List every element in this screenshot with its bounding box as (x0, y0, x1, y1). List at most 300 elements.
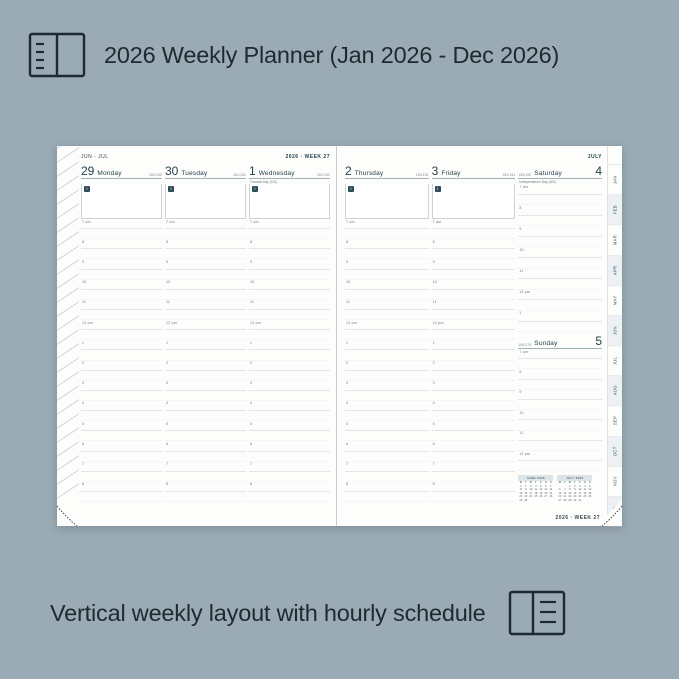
half-hour-slot[interactable] (345, 391, 429, 401)
half-hour-slot[interactable] (432, 411, 516, 421)
half-hour-slot[interactable] (249, 330, 330, 340)
day-note-box[interactable] (81, 184, 162, 219)
mini-day: 22 (519, 495, 523, 498)
hour-label: 10 (250, 280, 255, 285)
half-hour-slot[interactable] (518, 237, 602, 248)
hour-slot[interactable] (165, 462, 246, 472)
hour-slot[interactable] (345, 219, 429, 229)
mini-day: 13 (544, 488, 548, 491)
half-hour-slot[interactable] (81, 310, 162, 320)
hour-slot[interactable] (165, 300, 246, 310)
hour-slot[interactable] (81, 361, 162, 371)
hour-slot-list (518, 184, 602, 332)
hour-slot[interactable] (165, 219, 246, 229)
hour-label: 8 (82, 482, 85, 487)
hour-label: 1 (82, 340, 85, 345)
mini-day: 12 (588, 488, 592, 491)
hour-slot[interactable] (518, 349, 602, 359)
hour-label: 12 pm (519, 290, 531, 295)
half-hour-slot[interactable] (165, 431, 246, 441)
mini-dow: T (535, 481, 537, 484)
half-hour-slot[interactable] (81, 472, 162, 482)
hour-label: 12 pm (519, 451, 531, 456)
half-hour-slot[interactable] (249, 391, 330, 401)
hour-slot[interactable] (518, 247, 602, 258)
month-label: JULY (587, 154, 602, 160)
half-hour-slot[interactable] (81, 330, 162, 340)
half-hour-slot[interactable] (432, 350, 516, 360)
hour-slot[interactable] (432, 219, 516, 229)
half-hour-slot[interactable] (81, 249, 162, 259)
mini-day: 23 (573, 495, 577, 498)
hour-slot[interactable] (518, 410, 602, 420)
hour-slot[interactable] (518, 369, 602, 379)
half-hour-slot[interactable] (249, 431, 330, 441)
day-note-box[interactable] (432, 184, 516, 219)
half-hour-slot[interactable] (165, 452, 246, 462)
half-hour-slot[interactable] (432, 371, 516, 381)
mini-day: 30 (573, 498, 577, 502)
half-hour-slot[interactable] (249, 472, 330, 482)
hour-slot[interactable] (249, 421, 330, 431)
hour-slot[interactable] (81, 340, 162, 350)
hour-slot[interactable] (81, 462, 162, 472)
mini-day: 3 (530, 484, 532, 488)
hour-slot[interactable] (81, 300, 162, 310)
half-hour-slot[interactable] (165, 391, 246, 401)
mini-day: 10 (529, 488, 533, 491)
hour-slot[interactable] (249, 320, 330, 330)
hour-slot[interactable] (345, 239, 429, 249)
hour-label: 6 (166, 441, 169, 446)
mini-dow: S (549, 481, 552, 484)
day-column (81, 162, 162, 502)
hour-label: 4 (82, 401, 85, 406)
hour-slot[interactable] (518, 431, 602, 441)
hour-slot[interactable] (81, 280, 162, 290)
hour-label: 7 (166, 462, 169, 467)
mini-day: 31 (578, 498, 582, 502)
hour-slot[interactable] (432, 340, 516, 350)
hour-slot[interactable] (165, 441, 246, 451)
half-hour-slot[interactable] (81, 290, 162, 300)
hour-slot[interactable] (432, 482, 516, 492)
hour-label: 8 (519, 205, 522, 210)
hour-label: 4 (166, 401, 169, 406)
day-note-box[interactable] (249, 184, 330, 219)
hour-slot[interactable] (81, 441, 162, 451)
hour-slot[interactable] (165, 482, 246, 492)
hour-slot[interactable] (518, 269, 602, 280)
half-hour-slot[interactable] (165, 371, 246, 381)
mini-dow: F (579, 481, 581, 484)
half-hour-slot[interactable] (165, 290, 246, 300)
day-name: Thursday (354, 170, 384, 177)
half-hour-slot[interactable] (432, 310, 516, 320)
month-tab-mar[interactable]: MAR (608, 224, 622, 254)
hour-slot[interactable] (165, 381, 246, 391)
hour-slot[interactable] (81, 482, 162, 492)
half-hour-slot[interactable] (518, 300, 602, 311)
hour-slot[interactable] (432, 401, 516, 411)
hour-label: 12 pm (82, 320, 93, 325)
hour-label: 7 am (82, 219, 91, 224)
hour-slot[interactable] (345, 482, 429, 492)
hour-label: 12 pm (346, 320, 357, 325)
mini-day: 15 (519, 491, 523, 495)
hour-slot[interactable] (432, 259, 516, 269)
mini-day: 18 (534, 491, 538, 495)
half-hour-slot[interactable] (432, 452, 516, 462)
mini-day: 9 (525, 488, 527, 491)
mini-day: 1 (520, 484, 522, 488)
holiday-note: Independence Day (US) (519, 180, 556, 184)
hour-slot[interactable] (165, 401, 246, 411)
day-header (518, 162, 602, 179)
half-hour-slot[interactable] (249, 310, 330, 320)
month-tab-jun[interactable]: JUN (608, 315, 622, 345)
hour-slot[interactable] (345, 259, 429, 269)
half-hour-slot[interactable] (81, 391, 162, 401)
hour-label: 10 (166, 280, 171, 285)
half-hour-slot[interactable] (518, 322, 602, 333)
hour-label: 8 (82, 239, 85, 244)
day-progress: 181/184 (233, 173, 246, 177)
page-corner-left (57, 500, 83, 526)
half-hour-slot[interactable] (81, 411, 162, 421)
half-hour-slot[interactable] (518, 279, 602, 290)
mini-day: 10 (578, 488, 582, 491)
hour-slot[interactable] (518, 226, 602, 237)
half-hour-slot[interactable] (518, 400, 602, 410)
hour-slot[interactable] (345, 340, 429, 350)
hour-slot-list (518, 349, 602, 471)
half-hour-slot[interactable] (249, 270, 330, 280)
hour-slot[interactable] (81, 421, 162, 431)
half-hour-slot[interactable] (518, 420, 602, 430)
hour-label: 1 (432, 340, 435, 345)
hour-slot[interactable] (249, 462, 330, 472)
hour-label: 4 (250, 401, 253, 406)
mini-day: 11 (534, 488, 538, 491)
mini-day: 24 (529, 495, 533, 498)
half-hour-slot[interactable] (165, 411, 246, 421)
hour-label: 5 (346, 421, 349, 426)
hour-slot[interactable] (345, 421, 429, 431)
mini-day: 7 (564, 488, 566, 491)
day-header (165, 162, 246, 179)
hour-slot[interactable] (432, 239, 516, 249)
half-hour-slot[interactable] (518, 441, 602, 451)
hour-slot[interactable] (432, 361, 516, 371)
half-hour-slot[interactable] (81, 371, 162, 381)
mini-day: 25 (583, 495, 587, 498)
hour-label: 11 (432, 300, 437, 305)
hour-slot[interactable] (249, 441, 330, 451)
hour-label: 3 (432, 381, 435, 386)
day-note-box[interactable] (345, 184, 429, 219)
day-number: 1 (249, 164, 256, 178)
month-range-label: JUN - JUL (81, 154, 109, 160)
hour-label: 4 (432, 401, 435, 406)
half-hour-slot[interactable] (249, 452, 330, 462)
hour-label: 8 (519, 369, 522, 374)
footer-caption: Vertical weekly layout with hourly schedule (50, 599, 486, 626)
mini-day: 27 (544, 495, 548, 498)
hour-slot[interactable] (345, 441, 429, 451)
mini-day: 17 (578, 491, 582, 495)
hour-slot[interactable] (165, 340, 246, 350)
half-hour-slot[interactable] (165, 310, 246, 320)
half-hour-slot[interactable] (345, 492, 429, 502)
half-hour-slot[interactable] (432, 391, 516, 401)
hour-slot[interactable] (345, 462, 429, 472)
hour-slot[interactable] (249, 401, 330, 411)
half-hour-slot[interactable] (249, 492, 330, 502)
day-column (249, 162, 330, 502)
month-tab-jul[interactable]: JUL (608, 345, 622, 375)
half-hour-slot[interactable] (345, 249, 429, 259)
month-tab-jan[interactable]: JAN (608, 164, 622, 194)
hour-slot[interactable] (249, 239, 330, 249)
half-hour-slot[interactable] (432, 270, 516, 280)
half-hour-slot[interactable] (345, 270, 429, 280)
hour-label: 5 (250, 421, 253, 426)
half-hour-slot[interactable] (345, 330, 429, 340)
day-name: Saturday (534, 170, 562, 177)
half-hour-slot[interactable] (518, 461, 602, 471)
hour-slot[interactable] (165, 361, 246, 371)
hour-slot[interactable] (432, 300, 516, 310)
half-hour-slot[interactable] (432, 229, 516, 239)
mini-dow: S (588, 481, 591, 484)
hour-label: 5 (166, 421, 169, 426)
mini-day: 7 (550, 484, 552, 488)
half-hour-slot[interactable] (165, 492, 246, 502)
hour-label: 7 am (519, 184, 529, 189)
hour-slot[interactable] (518, 311, 602, 322)
hour-slot[interactable] (81, 381, 162, 391)
half-hour-slot[interactable] (432, 290, 516, 300)
hour-slot[interactable] (345, 320, 429, 330)
day-note-box[interactable] (165, 184, 246, 219)
mini-day: 2 (574, 484, 576, 488)
hour-slot[interactable] (432, 320, 516, 330)
hour-slot[interactable] (81, 259, 162, 269)
month-tab-oct[interactable]: OCT (608, 436, 622, 466)
hour-slot[interactable] (249, 280, 330, 290)
mini-day: 21 (563, 495, 567, 498)
half-hour-slot[interactable] (81, 492, 162, 502)
month-tab-nov[interactable]: NOV (608, 466, 622, 496)
hour-slot[interactable] (165, 280, 246, 290)
half-hour-slot[interactable] (249, 229, 330, 239)
mini-day: 27 (558, 498, 562, 502)
hour-slot[interactable] (249, 259, 330, 269)
month-tab-apr[interactable]: APR (608, 255, 622, 285)
day-name: Sunday (534, 340, 558, 347)
half-hour-slot[interactable] (518, 359, 602, 369)
half-hour-slot[interactable] (165, 249, 246, 259)
hour-slot[interactable] (432, 280, 516, 290)
mini-day: 17 (529, 491, 533, 495)
hour-slot[interactable] (249, 300, 330, 310)
header (28, 30, 559, 80)
half-hour-slot[interactable] (345, 310, 429, 320)
hour-slot[interactable] (432, 421, 516, 431)
hour-slot[interactable] (345, 361, 429, 371)
mini-day: 29 (519, 498, 523, 502)
mini-calendar[interactable] (518, 475, 553, 502)
mini-dow: F (540, 481, 542, 484)
hour-slot[interactable] (249, 340, 330, 350)
half-hour-slot[interactable] (345, 290, 429, 300)
day-progress: 182/183 (317, 173, 330, 177)
holiday-note: Canada Day (CA) (250, 180, 277, 184)
mini-day: 16 (524, 491, 528, 495)
mini-calendar[interactable] (557, 475, 592, 502)
mini-dow: T (564, 481, 566, 484)
half-hour-slot[interactable] (345, 371, 429, 381)
hour-slot[interactable] (249, 219, 330, 229)
half-hour-slot[interactable] (345, 411, 429, 421)
mini-day: 20 (544, 491, 548, 495)
hour-label: 5 (432, 421, 435, 426)
hour-slot[interactable] (518, 184, 602, 195)
half-hour-slot[interactable] (249, 350, 330, 360)
mini-day: 6 (545, 484, 547, 488)
day-column (432, 162, 516, 502)
hour-label: 4 (346, 401, 349, 406)
hour-slot[interactable] (249, 482, 330, 492)
half-hour-slot[interactable] (518, 258, 602, 269)
hour-label: 1 (519, 311, 522, 316)
info-icon: i (348, 186, 354, 192)
half-hour-slot[interactable] (432, 492, 516, 502)
month-tab-aug[interactable]: AUG (608, 375, 622, 405)
hour-slot[interactable] (432, 441, 516, 451)
mini-calendar-title: JUNE 2026 (518, 475, 553, 480)
half-hour-slot[interactable] (249, 290, 330, 300)
half-hour-slot[interactable] (81, 229, 162, 239)
mini-day: 12 (539, 488, 543, 491)
hour-slot[interactable] (249, 361, 330, 371)
hour-label: 7 (82, 462, 85, 467)
hour-label: 10 (432, 280, 438, 285)
half-hour-slot[interactable] (432, 472, 516, 482)
half-hour-slot[interactable] (345, 472, 429, 482)
hour-slot[interactable] (518, 451, 602, 461)
day-header (518, 332, 602, 349)
hour-slot[interactable] (518, 290, 602, 301)
hour-slot[interactable] (81, 219, 162, 229)
half-hour-slot[interactable] (249, 371, 330, 381)
half-hour-slot[interactable] (432, 431, 516, 441)
hour-label: 10 (519, 247, 524, 252)
hour-slot[interactable] (81, 401, 162, 411)
half-hour-slot[interactable] (81, 452, 162, 462)
hour-label: 8 (166, 239, 169, 244)
hour-slot[interactable] (345, 381, 429, 391)
half-hour-slot[interactable] (249, 411, 330, 421)
hour-slot[interactable] (518, 205, 602, 216)
planner-left-page (57, 146, 337, 526)
hour-slot[interactable] (165, 259, 246, 269)
day-number: 4 (595, 164, 603, 178)
hour-slot[interactable] (432, 381, 516, 391)
half-hour-slot[interactable] (432, 330, 516, 340)
sunday-block (518, 332, 602, 502)
mini-day: 26 (539, 495, 543, 498)
half-hour-slot[interactable] (165, 350, 246, 360)
hour-slot[interactable] (249, 381, 330, 391)
hour-label: 8 (250, 482, 253, 487)
page-title: 2026 Weekly Planner (Jan 2026 - Dec 2026) (104, 41, 560, 68)
info-icon: i (252, 186, 258, 192)
half-hour-slot[interactable] (432, 249, 516, 259)
hour-slot[interactable] (165, 239, 246, 249)
day-progress: 184/181 (502, 173, 516, 177)
mini-day: 4 (535, 484, 537, 488)
half-hour-slot[interactable] (518, 195, 602, 206)
month-tab-feb[interactable]: FEB (608, 194, 622, 224)
hour-label: 9 (519, 226, 522, 231)
info-icon: i (84, 186, 90, 192)
hour-slot[interactable] (345, 280, 429, 290)
hour-label: 1 (346, 340, 349, 345)
half-hour-slot[interactable] (81, 270, 162, 280)
half-hour-slot[interactable] (81, 350, 162, 360)
mini-day (587, 499, 592, 503)
right-day-columns (345, 162, 602, 502)
hour-slot[interactable] (81, 320, 162, 330)
hour-label: 6 (346, 441, 349, 446)
half-hour-slot[interactable] (518, 380, 602, 390)
hour-slot[interactable] (81, 239, 162, 249)
half-hour-slot[interactable] (165, 229, 246, 239)
hour-slot[interactable] (345, 300, 429, 310)
mini-dow: T (525, 481, 527, 484)
half-hour-slot[interactable] (81, 431, 162, 441)
half-hour-slot[interactable] (165, 472, 246, 482)
half-hour-slot[interactable] (345, 350, 429, 360)
hour-slot[interactable] (518, 390, 602, 400)
half-hour-slot[interactable] (249, 249, 330, 259)
hour-slot[interactable] (165, 421, 246, 431)
hour-slot[interactable] (432, 462, 516, 472)
half-hour-slot[interactable] (165, 330, 246, 340)
day-number: 29 (81, 164, 95, 178)
mini-day: 18 (583, 491, 587, 495)
half-hour-slot[interactable] (165, 270, 246, 280)
day-name: Wednesday (258, 170, 295, 177)
hour-label: 8 (346, 239, 349, 244)
hour-label: 8 (432, 239, 435, 244)
footer (50, 588, 566, 638)
hour-label: 11 (166, 300, 171, 305)
page-corner-right (596, 500, 622, 526)
month-tab-sep[interactable]: SEP (608, 405, 622, 435)
hour-slot[interactable] (345, 401, 429, 411)
day-header (81, 162, 162, 179)
half-hour-slot[interactable] (345, 431, 429, 441)
half-hour-slot[interactable] (345, 452, 429, 462)
half-hour-slot[interactable] (345, 229, 429, 239)
month-tab-may[interactable]: MAY (608, 285, 622, 315)
half-hour-slot[interactable] (518, 216, 602, 227)
hour-slot[interactable] (165, 320, 246, 330)
day-header (432, 162, 516, 179)
